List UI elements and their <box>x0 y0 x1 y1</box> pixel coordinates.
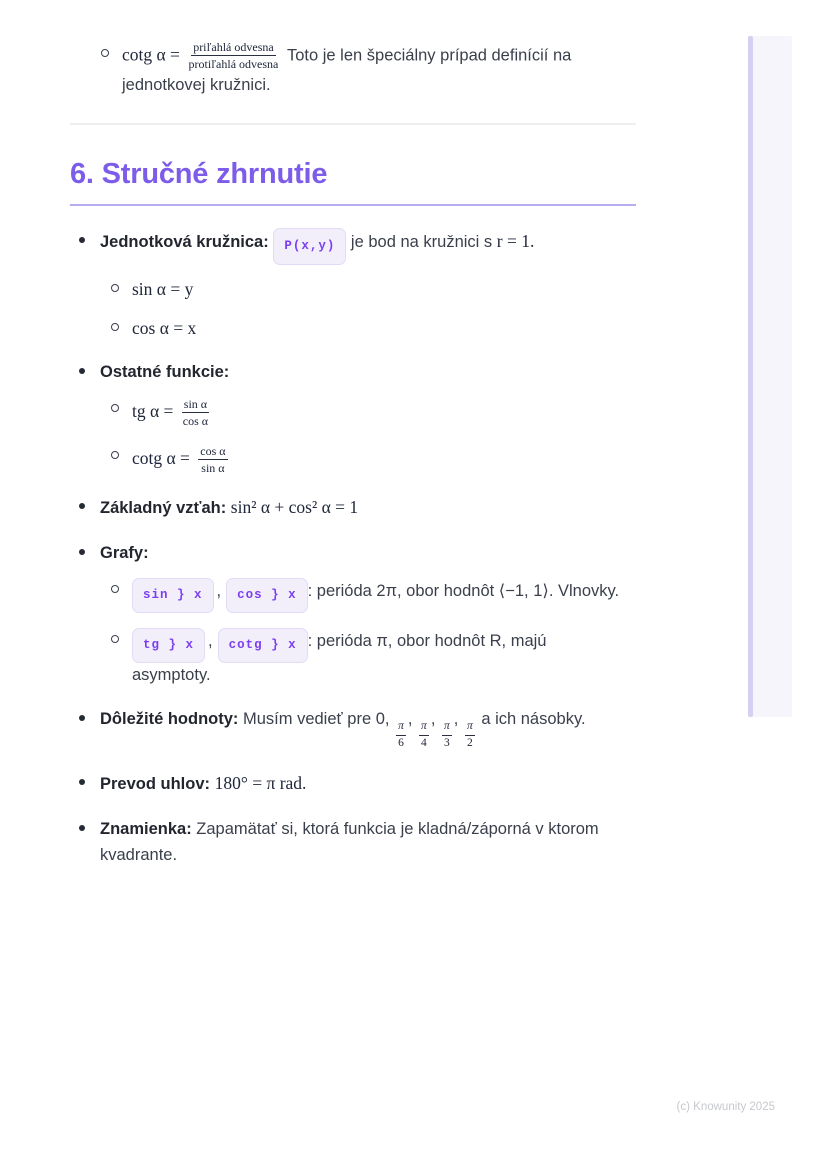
subitem-math: tg α = <box>132 400 174 421</box>
pi-over-3: $\frac{\pi}{3}$ <box>444 720 450 750</box>
bullet-icon <box>79 825 85 831</box>
item-math: sin² α + cos² α = 1 <box>230 497 359 518</box>
bullet-icon <box>79 503 85 509</box>
subitem-tg <box>100 397 620 429</box>
list-item-zakladny-vztah <box>70 494 636 521</box>
subitem-math: cotg α = <box>132 447 190 468</box>
item-label: Prevod uhlov: <box>100 774 211 793</box>
subitem-tg-cotg-graphs <box>100 628 620 687</box>
subitem-sin-cos-graphs <box>100 578 620 613</box>
item-label: Základný vzťah: <box>100 499 227 518</box>
item-label: Grafy: <box>100 544 149 563</box>
item-label: Dôležité hodnoty: <box>100 710 239 729</box>
subitem-math: sin α = y <box>132 278 194 299</box>
hollow-bullet-icon <box>111 323 119 331</box>
list-item-dolezite-hodnoty <box>70 706 636 751</box>
subitem-cotg <box>100 444 620 476</box>
hollow-bullet-icon <box>111 585 119 593</box>
separator: , <box>208 632 213 651</box>
item-label: Jednotková kružnica: <box>100 232 269 251</box>
row-text: : perióda 2π, obor hodnôt ⟨−1, 1⟩. Vlnovky. <box>307 582 620 601</box>
tg-fraction: $\frac{\text{sin α}}{\text{cos α}}$ <box>182 396 209 429</box>
section-heading: 6. Stručné zhrnutie <box>70 157 328 190</box>
cotg-definition-math: cotg α = <box>122 44 180 65</box>
row-text: : perióda π, obor hodnôt R, majú asymptoty. <box>132 632 547 685</box>
document-content <box>70 0 636 887</box>
code-badge-pxy: P(x,y) <box>273 228 346 265</box>
subitem-sin <box>100 277 620 301</box>
subitem-math: cos α = x <box>132 317 197 338</box>
copyright-footer: (c) Knowunity 2025 <box>676 1101 775 1113</box>
item-label: Ostatné funkcie: <box>100 362 230 381</box>
heading-underline <box>70 204 636 206</box>
intro-bullet-item <box>70 0 636 99</box>
sublist <box>100 397 620 476</box>
item-text: Musím vedieť pre 0, <box>243 710 390 729</box>
separator: , <box>216 582 222 601</box>
bullet-icon <box>79 368 85 374</box>
code-badge-cos: cos } x <box>226 578 308 613</box>
pi-over-2: $\frac{\pi}{2}$ <box>466 720 473 750</box>
list-item-ostatne-funkcie <box>70 359 636 476</box>
list-item-prevod-uhlov <box>70 770 636 797</box>
hollow-bullet-icon <box>111 635 119 643</box>
bullet-icon <box>79 715 85 721</box>
page-edge-panel <box>748 36 792 717</box>
list-item-grafy <box>70 540 636 687</box>
pi-over-4: $\frac{\pi}{4}$ <box>421 720 427 750</box>
pi-over-6: $\frac{\pi}{6}$ <box>398 720 404 750</box>
scrollbar-thumb[interactable] <box>748 36 753 717</box>
separator: , <box>453 710 459 729</box>
hollow-bullet-icon <box>111 451 119 459</box>
cotg-fraction <box>189 40 279 72</box>
item-text: a ich násobky. <box>481 710 586 729</box>
fraction-denominator: protiľahlá odvesna <box>188 57 279 72</box>
bullet-icon <box>79 779 85 785</box>
item-math: 180° = π rad. <box>214 772 307 793</box>
list-item-jednotkova-kruznica <box>70 228 636 340</box>
subitem-cos <box>100 316 620 340</box>
sublist <box>100 578 620 687</box>
sublist <box>100 277 620 340</box>
item-label: Znamienka: <box>100 819 192 838</box>
bullet-icon <box>79 549 85 555</box>
code-badge-tg: tg } x <box>132 628 205 663</box>
bullet-icon <box>79 237 85 243</box>
list-item-znamienka <box>70 816 636 868</box>
fraction-numerator: priľahlá odvesna <box>191 40 276 56</box>
code-badge-sin: sin } x <box>132 578 214 613</box>
section-divider <box>70 123 636 125</box>
intro-note: Toto je len špeciálny prípad definícií na jednotkovej kružnici. <box>122 46 572 94</box>
code-badge-cotg: cotg } x <box>218 628 308 663</box>
item-math: r = 1. <box>496 230 535 251</box>
hollow-bullet-icon <box>101 49 109 57</box>
intro-text <box>122 40 636 99</box>
item-text: je bod na kružnici s <box>350 232 493 251</box>
hollow-bullet-icon <box>111 284 119 292</box>
item-text: Zapamätať si, ktorá funkcia je kladná/záporná v ktorom kvadrante. <box>100 819 599 864</box>
separator: , <box>407 710 413 729</box>
separator: , <box>430 710 436 729</box>
cotg-fraction: $\frac{\text{cos α}}{\text{sin α}}$ <box>200 443 226 475</box>
hollow-bullet-icon <box>111 404 119 412</box>
